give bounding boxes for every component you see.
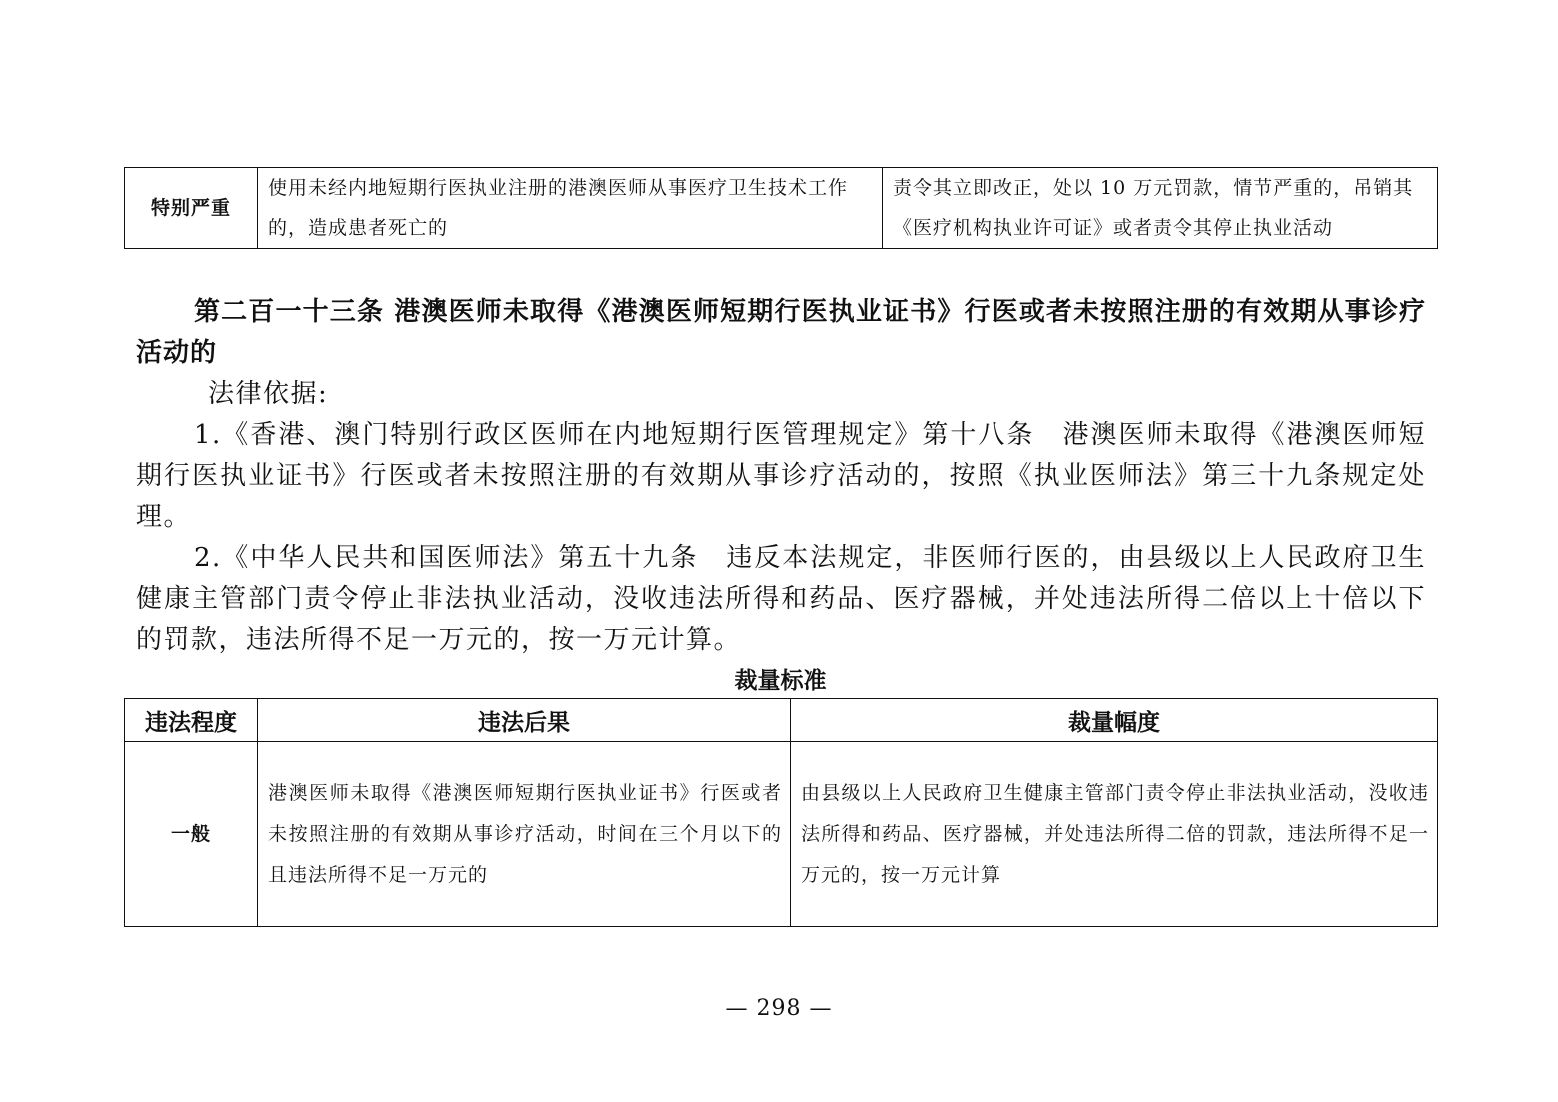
violation-consequence-cell: 使用未经内地短期行医执业注册的港澳医师从事医疗卫生技术工作的，造成患者死亡的 bbox=[258, 168, 883, 249]
table-row bbox=[125, 168, 1438, 249]
penalty-table-continuation bbox=[124, 167, 1438, 249]
penalty-range-cell: 由县级以上人民政府卫生健康主管部门责令停止非法执业活动，没收违法所得和药品、医疗器械，并处违法所得二倍的罚款，违法所得不足一万元的，按一万元计算 bbox=[791, 742, 1438, 927]
penalty-range-cell: 责令其立即改正，处以 10 万元罚款，情节严重的，吊销其《医疗机构执业许可证》或者责令其停止执业活动 bbox=[883, 168, 1438, 249]
table-row bbox=[125, 742, 1438, 927]
header-penalty-range: 裁量幅度 bbox=[791, 699, 1438, 742]
legal-clause-2: 2.《中华人民共和国医师法》第五十九条 违反本法规定，非医师行医的，由县级以上人民政府卫生健康主管部门责令停止非法执业活动，没收违法所得和药品、医疗器械，并处违法所得二倍以上十倍以下的罚款，违法所得不足一万元的，按一万元计算。 bbox=[136, 543, 1426, 655]
table-header-row bbox=[125, 699, 1438, 742]
header-violation-consequence: 违法后果 bbox=[258, 699, 791, 742]
violation-degree-cell: 特别严重 bbox=[125, 168, 258, 249]
legal-clause-1: 1.《香港、澳门特别行政区医师在内地短期行医管理规定》第十八条 港澳医师未取得《港澳医师短期行医执业证书》行医或者未按照注册的有效期从事诊疗活动的，按照《执业医师法》第三十九条规定处理。 bbox=[136, 420, 1426, 532]
violation-consequence-cell: 港澳医师未取得《港澳医师短期行医执业证书》行医或者未按照注册的有效期从事诊疗活动，时间在三个月以下的且违法所得不足一万元的 bbox=[258, 742, 791, 927]
discretion-standard-table bbox=[124, 698, 1438, 927]
page-number: — 298 — bbox=[725, 996, 833, 1021]
header-violation-degree: 违法程度 bbox=[125, 699, 258, 742]
article-section bbox=[136, 292, 1426, 661]
standard-table-title: 裁量标准 bbox=[734, 668, 827, 694]
article-heading: 第二百一十三条 港澳医师未取得《港澳医师短期行医执业证书》行医或者未按照注册的有效期从事诊疗活动的 bbox=[136, 297, 1426, 368]
legal-basis-label: 法律依据: bbox=[208, 379, 329, 409]
violation-degree-cell: 一般 bbox=[125, 742, 258, 927]
